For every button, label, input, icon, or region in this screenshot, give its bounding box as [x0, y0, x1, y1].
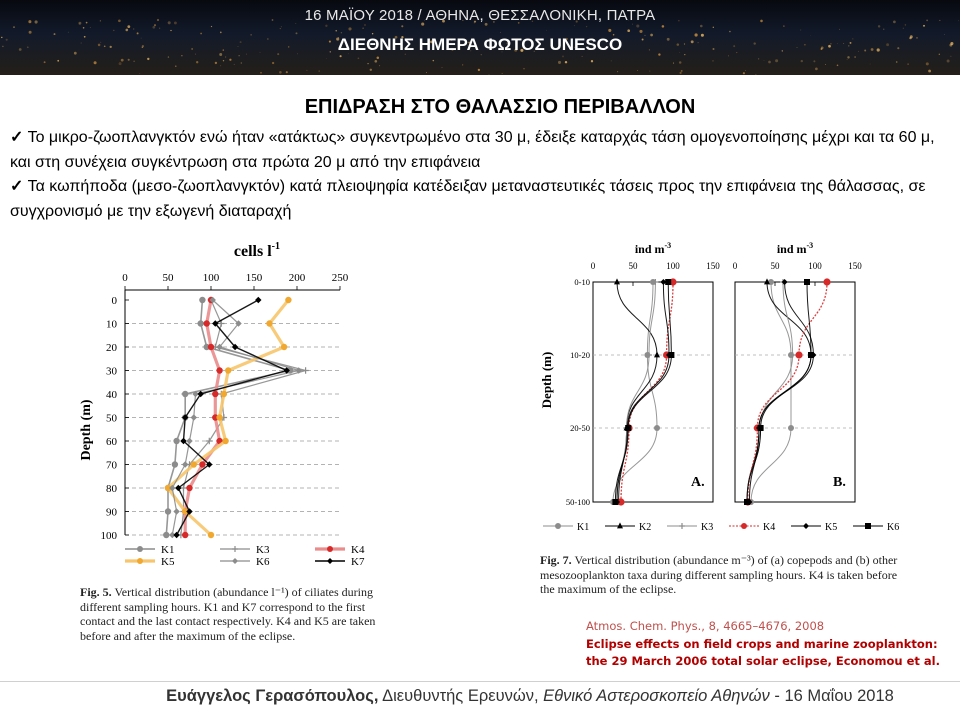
footer: [0, 687, 960, 706]
city-light-dot: [426, 72, 427, 73]
data-point-k5: [191, 461, 197, 467]
series-line-k1: [613, 282, 657, 502]
city-light-dot: [755, 74, 756, 75]
x-tick-label: 250: [331, 272, 349, 284]
city-light-dot: [591, 60, 593, 62]
city-light-dot: [639, 30, 642, 33]
data-point-k6: [186, 438, 192, 444]
city-light-dot: [815, 68, 818, 71]
data-point-k6: [804, 279, 810, 285]
city-light-dot: [502, 73, 503, 74]
x-tick-label: 50: [162, 272, 174, 284]
city-light-dot: [119, 62, 122, 65]
y-category-label: 0-10: [574, 277, 590, 287]
series-line-k5: [749, 282, 813, 502]
city-light-dot: [133, 61, 135, 63]
x-tick-label: 0: [732, 261, 738, 271]
y-tick-label: 10: [106, 318, 117, 331]
banner-date-locations: 16 ΜΑΪΟΥ 2018 / ΑΘΗΝΑ, ΘΕΣΣΑΛΟΝΙΚΗ, ΠΑΤΡΑ: [304, 7, 656, 24]
city-light-dot: [83, 27, 85, 29]
y-tick-label: 60: [106, 436, 117, 448]
legend-label-k1: K1: [577, 522, 590, 533]
legend-label-k4: K4: [763, 522, 776, 533]
city-light-dot: [272, 62, 274, 64]
city-light-dot: [234, 64, 235, 65]
data-point-k1: [197, 320, 203, 326]
data-point-k5: [216, 414, 222, 420]
city-light-dot: [662, 25, 665, 28]
y-tick-label: 80: [106, 483, 117, 495]
y-tick-label: 100: [100, 530, 117, 542]
city-light-dot: [90, 27, 91, 28]
city-light-dot: [220, 32, 222, 34]
y-category-label: 10-20: [570, 350, 590, 360]
fig7-panel-b: [733, 241, 863, 506]
data-point-k1: [182, 391, 188, 397]
legend-marker-k5: [803, 523, 809, 529]
data-point-k1: [163, 532, 169, 538]
city-light-dot: [281, 26, 282, 27]
legend-label-k6: K6: [887, 522, 900, 533]
figure-7-zooplankton-chart: [535, 240, 935, 540]
banner-event-title: ΔΙΕΘΝΗΣ ΗΜΕΡΑ ΦΩΤΟΣ UNESCO: [337, 35, 623, 54]
city-light-dot: [57, 60, 59, 62]
city-light-dot: [335, 30, 336, 31]
city-light-dot: [728, 55, 729, 56]
fig7-y-label: Depth (m): [539, 351, 554, 409]
city-light-dot: [883, 29, 884, 30]
city-light-dot: [229, 59, 231, 61]
legend-label-k4: K4: [351, 544, 365, 556]
city-light-dot: [839, 29, 840, 30]
data-point-k4: [216, 367, 222, 373]
city-light-dot: [280, 28, 281, 29]
panel-x-title: ind $m^{-3}$: [634, 241, 672, 256]
city-light-dot: [128, 59, 130, 61]
citation-title-line2: the 29 March 2006 total solar eclipse, Economou et al.: [586, 654, 940, 668]
city-light-dot: [364, 24, 366, 26]
data-point-k4: [823, 278, 830, 285]
data-point-k6: [625, 425, 631, 431]
data-point-k1: [654, 425, 660, 431]
data-point-k6: [612, 499, 618, 505]
x-tick-label: 100: [666, 261, 680, 271]
data-point-k6: [744, 499, 750, 505]
x-tick-label: 0: [122, 272, 128, 284]
y-tick-label: 90: [106, 506, 117, 519]
city-light-dot: [325, 25, 327, 27]
x-tick-label: 200: [288, 272, 306, 284]
city-light-dot: [211, 26, 212, 27]
legend-label-k3: K3: [256, 544, 270, 556]
data-point-k6: [665, 279, 671, 285]
city-light-dot: [928, 70, 931, 73]
y-category-label: 20-50: [570, 423, 590, 433]
city-light-dot: [565, 61, 567, 63]
bullet-item-2: [10, 175, 955, 224]
city-light-dot: [374, 60, 377, 63]
city-light-dot: [700, 25, 703, 28]
y-category-label: 50-100: [565, 497, 590, 507]
city-light-dot: [627, 29, 630, 32]
x-tick-label: 150: [848, 261, 862, 271]
city-light-dot: [847, 59, 848, 60]
header-banner: [0, 0, 960, 75]
city-light-dot: [29, 31, 32, 34]
city-light-dot: [801, 60, 803, 62]
city-light-dot: [196, 61, 198, 63]
legend-label-k5: K5: [825, 522, 838, 533]
data-point-k4: [212, 391, 218, 397]
city-light-dot: [358, 57, 360, 59]
legend-marker-k2: [617, 522, 623, 528]
city-light-dot: [326, 58, 327, 59]
city-light-dot: [296, 32, 298, 34]
city-light-dot: [743, 72, 745, 74]
city-light-dot: [341, 32, 342, 33]
data-point-k1: [172, 461, 178, 467]
city-light-dot: [673, 63, 674, 64]
city-light-dot: [442, 67, 443, 68]
panel-letter: B.: [833, 475, 846, 490]
city-light-dot: [125, 29, 128, 32]
city-light-dot: [878, 25, 880, 27]
data-point-k7: [255, 297, 261, 303]
bullet-text-1: Το μικρο-ζωοπλανγκτόν ενώ ήταν «ατάκτως» συγκεντρωμένο στα 30 μ, έδειξε καταρχάς τάση ομογενοποίησης μέχρι και τα 60 μ, και στη συνέχεια συγκέντρωση στα πρώτα 20 μ από την επιφάνεια: [10, 129, 935, 171]
city-light-dot: [775, 59, 778, 62]
city-light-dot: [489, 74, 490, 75]
data-point-k1: [788, 425, 794, 431]
data-point-k1: [173, 438, 179, 444]
checkmark-icon: ✓: [10, 178, 24, 195]
data-point-k5: [221, 391, 227, 397]
legend-marker-k5: [137, 558, 143, 564]
x-tick-label: 100: [202, 272, 220, 284]
city-light-dot: [133, 29, 134, 30]
city-light-dot: [825, 64, 826, 65]
bullet-text-2: Τα κωπήποδα (μεσο-ζωοπλανγκτόν) κατά πλειοψηφία κατέδειξαν μεταναστευτικές τάσεις προς την επιφάνεια της θάλασσας, σε συγχρονισμό με την εξωγενή διαταραχή: [10, 178, 926, 220]
city-light-dot: [847, 56, 849, 58]
figure-5-caption: Fig. 5. Vertical distribution (abundance l⁻¹) of ciliates during different sampling hours. K1 and K7 correspond to the first contact and the last contact respectively. K4 and K5 are taken before and after the maximum of the eclipse.: [80, 585, 376, 643]
slide-title: ΕΠΙΔΡΑΣΗ ΣΤΟ ΘΑΛΑΣΣΙΟ ΠΕΡΙΒΑΛΛΟΝ: [304, 96, 696, 118]
citation-title-line1: Eclipse effects on field crops and marine zooplankton:: [586, 636, 938, 651]
data-point-k1: [199, 297, 205, 303]
data-point-k5: [266, 320, 272, 326]
data-point-k6: [808, 352, 814, 358]
city-light-dot: [127, 25, 130, 28]
city-light-dot: [870, 64, 871, 65]
city-light-dot: [286, 71, 288, 73]
city-light-dot: [220, 65, 221, 66]
city-light-dot: [764, 60, 765, 61]
city-light-dot: [617, 71, 618, 72]
city-light-dot: [636, 24, 639, 27]
city-light-dot: [348, 27, 351, 30]
legend-label-k1: K1: [161, 544, 175, 556]
city-light-dot: [478, 69, 480, 71]
x-tick-label: 0: [590, 261, 596, 271]
city-light-dot: [260, 72, 262, 74]
city-light-dot: [147, 58, 149, 60]
legend-label-k2: K2: [639, 522, 652, 533]
legend-marker-k1: [137, 546, 143, 552]
city-light-dot: [500, 32, 501, 33]
footer-date: - 16 Μαΐου 2018: [769, 687, 894, 705]
data-point-k4: [208, 344, 214, 350]
city-light-dot: [854, 56, 856, 58]
checkmark-icon: ✓: [10, 129, 24, 146]
x-tick-label: 150: [245, 272, 263, 284]
city-light-dot: [377, 56, 380, 59]
city-light-dot: [608, 29, 611, 32]
city-light-dot: [813, 60, 815, 62]
legend-marker-k7: [327, 558, 333, 564]
city-light-dot: [947, 60, 950, 63]
data-point-k6: [173, 508, 179, 514]
citation-journal: Atmos. Chem. Phys., 8, 4665–4676, 2008: [586, 619, 825, 633]
data-point-k3: [302, 367, 308, 373]
city-light-dot: [637, 70, 638, 71]
data-point-k6: [182, 461, 188, 467]
city-light-dot: [680, 72, 682, 74]
city-light-dot: [837, 65, 839, 67]
city-light-dot: [926, 62, 929, 65]
city-light-dot: [586, 26, 587, 27]
city-light-dot: [175, 66, 176, 67]
y-tick-label: 30: [106, 365, 117, 378]
city-light-dot: [896, 61, 898, 63]
y-tick-label: 20: [106, 342, 117, 354]
city-light-dot: [379, 65, 380, 66]
city-light-dot: [546, 30, 547, 31]
city-light-dot: [523, 68, 524, 69]
legend-marker-k3: [679, 523, 685, 529]
legend-marker-k4: [741, 523, 747, 529]
city-light-dot: [401, 25, 403, 27]
data-point-k5: [285, 297, 291, 303]
data-point-k4: [204, 320, 210, 326]
city-light-dot: [370, 69, 372, 71]
city-light-dot: [68, 32, 69, 33]
city-light-dot: [574, 25, 575, 26]
fig5-y-label: Depth (m): [79, 399, 94, 461]
data-point-k2: [654, 351, 660, 357]
city-light-dot: [340, 55, 342, 57]
x-tick-label: 50: [628, 261, 638, 271]
legend-marker-k3: [232, 546, 238, 552]
citation-block: [586, 618, 940, 671]
footer-institute: Εθνικό Αστεροσκοπείο Αθηνών: [543, 687, 770, 705]
figure-5-ciliates-chart: [70, 240, 370, 580]
city-light-dot: [181, 55, 182, 56]
legend-label-k3: K3: [701, 522, 714, 533]
city-light-dot: [225, 56, 226, 57]
legend-label-k5: K5: [161, 556, 175, 568]
city-light-dot: [562, 55, 564, 57]
city-light-dot: [681, 70, 683, 72]
city-light-dot: [433, 60, 434, 61]
data-point-k4: [182, 532, 188, 538]
legend-marker-k1: [555, 523, 561, 529]
data-point-k5: [281, 344, 287, 350]
city-light-dot: [783, 25, 784, 26]
legend-marker-k6: [232, 558, 238, 564]
city-light-dot: [367, 63, 368, 64]
data-point-k6: [758, 425, 764, 431]
footer-divider: [0, 681, 960, 682]
figure-7-caption: Fig. 7. Vertical distribution (abundance m⁻³) of (a) copepods and (b) other mesozooplankton taxa during different sampling hours. K4 is taken before the maximum of the eclipse.: [540, 553, 898, 596]
data-point-k6: [191, 414, 197, 420]
data-point-k1: [165, 508, 171, 514]
city-light-dot: [903, 28, 904, 29]
city-light-dot: [462, 64, 463, 65]
data-point-k5: [222, 438, 228, 444]
city-light-dot: [758, 58, 759, 59]
footer-author: Ευάγγελος Γερασόπουλος,: [166, 687, 379, 705]
legend-marker-k4: [327, 546, 333, 552]
city-light-dot: [362, 27, 364, 29]
data-point-k4: [795, 351, 802, 358]
city-light-dot: [170, 30, 171, 31]
city-light-dot: [121, 59, 124, 62]
city-light-dot: [679, 61, 682, 64]
city-light-dot: [241, 62, 242, 63]
city-light-dot: [905, 24, 907, 26]
city-light-dot: [215, 62, 217, 64]
city-light-dot: [113, 30, 114, 31]
city-light-dot: [745, 70, 746, 71]
footer-role: Διευθυντής Ερευνών,: [378, 687, 544, 705]
city-light-dot: [152, 26, 155, 29]
city-light-dot: [168, 56, 169, 57]
bullet-list: [10, 126, 955, 224]
city-light-dot: [649, 71, 650, 72]
x-tick-label: 150: [706, 261, 720, 271]
city-light-dot: [154, 24, 156, 26]
city-light-dot: [318, 70, 320, 72]
y-tick-label: 0: [111, 295, 117, 307]
city-light-dot: [223, 60, 224, 61]
city-light-dot: [279, 71, 282, 74]
panel-x-title: ind $m^{-3}$: [776, 241, 814, 256]
legend-label-k6: K6: [256, 556, 270, 568]
city-light-dot: [558, 61, 561, 64]
bullet-item-1: [10, 126, 955, 175]
city-light-dot: [139, 73, 140, 74]
data-point-k4: [199, 461, 205, 467]
city-light-dot: [44, 61, 46, 63]
data-point-k2: [614, 278, 620, 284]
city-light-dot: [768, 61, 771, 64]
legend-marker-k6: [865, 523, 871, 529]
city-light-dot: [713, 27, 714, 28]
data-point-k4: [186, 485, 192, 491]
city-light-dot: [950, 56, 951, 57]
fig5-x-title: cells $l^{-1}$: [233, 241, 280, 260]
data-point-k5: [208, 532, 214, 538]
city-light-dot: [712, 60, 713, 61]
x-tick-label: 100: [808, 261, 822, 271]
city-light-dot: [159, 28, 160, 29]
data-point-k5: [225, 367, 231, 373]
city-light-dot: [923, 25, 925, 27]
city-light-dot: [306, 70, 307, 71]
city-light-dot: [94, 61, 97, 64]
fig7-panel-a: [566, 241, 720, 507]
y-tick-label: 40: [106, 389, 117, 401]
data-point-k6: [668, 352, 674, 358]
city-light-dot: [239, 55, 240, 56]
city-light-dot: [729, 31, 731, 33]
legend-label-k7: K7: [351, 556, 365, 568]
y-tick-label: 70: [106, 459, 117, 472]
city-light-dot: [800, 29, 801, 30]
y-tick-label: 50: [106, 412, 117, 425]
city-light-dot: [907, 63, 909, 65]
city-light-dot: [582, 56, 583, 57]
data-point-k7: [173, 532, 179, 538]
city-light-dot: [13, 26, 14, 27]
panel-letter: A.: [691, 475, 705, 490]
x-tick-label: 50: [770, 261, 780, 271]
city-light-dot: [611, 60, 612, 61]
